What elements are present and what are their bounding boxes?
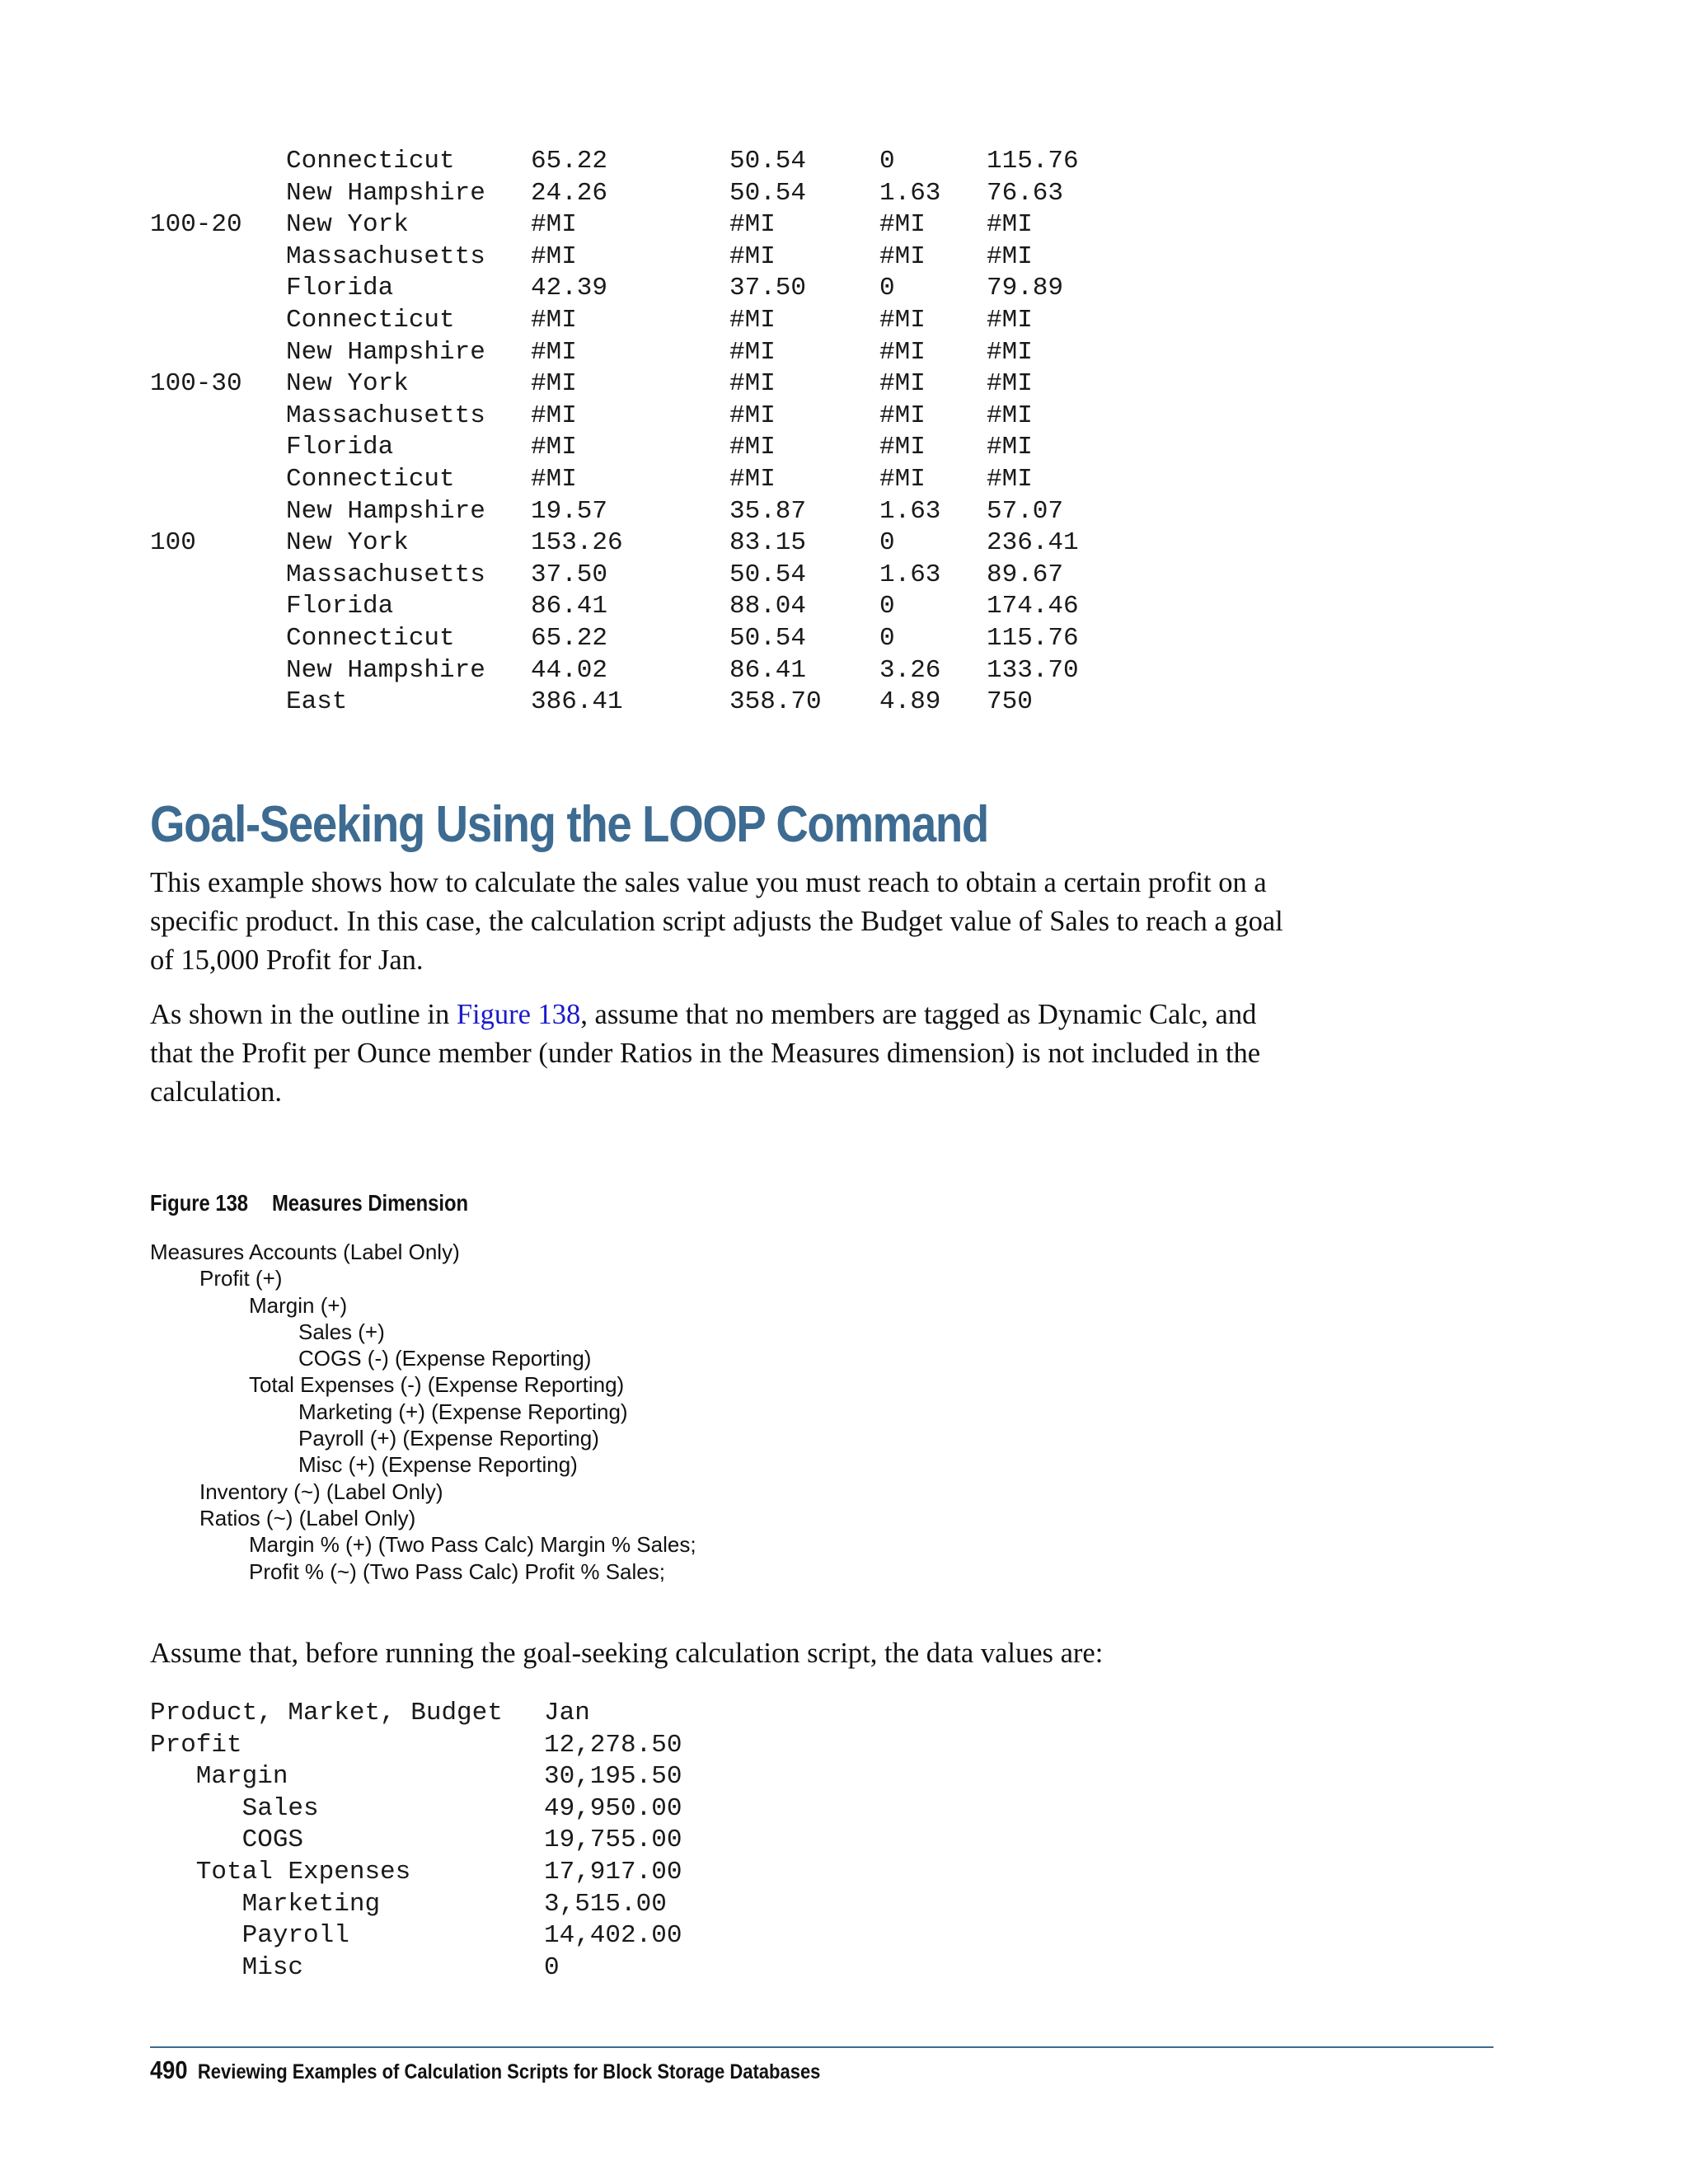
table-cell: 1.63 (879, 560, 941, 589)
table-cell: 3,515.00 (544, 1889, 667, 1919)
table-cell: 65.22 (531, 623, 608, 653)
page-number: 490 (150, 2055, 188, 2084)
table-cell: #MI (987, 401, 1033, 430)
table-cell: #MI (729, 337, 776, 367)
table-cell: 1.63 (879, 178, 941, 208)
outline-member: Inventory (~) (Label Only) (199, 1479, 443, 1504)
table-cell: 37.50 (729, 274, 807, 303)
table-cell: Florida (286, 274, 394, 303)
table-cell: 0 (544, 1952, 560, 1982)
table-cell: 0 (879, 274, 895, 303)
table-cell: #MI (879, 305, 926, 335)
table-cell: 50.54 (729, 147, 807, 176)
table-cell: 19.57 (531, 496, 608, 526)
table-cell: 50.54 (729, 623, 807, 653)
table-cell: New York (286, 369, 409, 399)
table-cell: 750 (987, 687, 1033, 717)
page-footer (150, 2055, 820, 2085)
table-cell: 236.41 (987, 528, 1079, 558)
table-cell: New Hampshire (286, 496, 485, 526)
table-cell: 86.41 (729, 655, 807, 685)
table-cell: Payroll (150, 1921, 349, 1951)
table-cell: 100-30 (150, 369, 242, 399)
table-cell: COGS (150, 1825, 304, 1855)
figure-138-link[interactable]: Figure 138 (456, 999, 581, 1030)
table-cell: #MI (987, 305, 1033, 335)
outline-member: Profit % (~) (Two Pass Calc) Profit % Sales; (249, 1558, 665, 1584)
table-cell: Connecticut (286, 464, 455, 494)
table-cell: 57.07 (987, 496, 1064, 526)
table-cell: Connecticut (286, 623, 455, 653)
table-cell: 100 (150, 528, 196, 558)
table-cell: 65.22 (531, 147, 608, 176)
table-cell: 42.39 (531, 274, 608, 303)
outline-member: Marketing (+) (Expense Reporting) (298, 1399, 628, 1424)
table-cell: 12,278.50 (544, 1730, 682, 1760)
table-cell: #MI (531, 305, 577, 335)
table-cell: New Hampshire (286, 178, 485, 208)
table-cell: 358.70 (729, 687, 822, 717)
table-cell: #MI (531, 401, 577, 430)
table-cell: #MI (729, 369, 776, 399)
table-cell: Profit (150, 1730, 242, 1760)
outline-member: Misc (+) (Expense Reporting) (298, 1452, 578, 1478)
table-cell: #MI (531, 369, 577, 399)
table-cell: Jan (544, 1699, 590, 1727)
paragraph-text: , assume that no members are tagged as Dynamic Calc, and that the Profit per Ounce member (under Ratios in the Measures dimension) is not included in the calculation. (150, 999, 1261, 1108)
paragraph-intro: This example shows how to calculate the sales value you must reach to obtain a certain profit on a specific product. In this case, the calculation script adjusts the Budget value of Sales to reach a goal of 15,000 Profit for Jan. (150, 867, 1283, 976)
table-cell: 50.54 (729, 560, 807, 589)
table-cell: 89.67 (987, 560, 1064, 589)
table-cell: Massachusetts (286, 401, 485, 430)
table-cell: #MI (987, 464, 1033, 494)
table-cell: #MI (531, 464, 577, 494)
table-cell: 79.89 (987, 274, 1064, 303)
table-cell: Florida (286, 592, 394, 621)
table-cell: 83.15 (729, 528, 807, 558)
table-cell: 115.76 (987, 147, 1079, 176)
table-cell: 174.46 (987, 592, 1079, 621)
table-cell: 0 (879, 592, 895, 621)
table-cell: #MI (729, 401, 776, 430)
table-cell: East (286, 687, 348, 717)
figure-title: Measures Dimension (271, 1190, 469, 1216)
table-cell: #MI (879, 337, 926, 367)
table-cell: 0 (879, 623, 895, 653)
table-cell: 0 (879, 528, 895, 558)
paragraph-values-intro: Assume that, before running the goal-seeking calculation script, the data values are: (150, 1638, 1104, 1669)
table-cell: #MI (729, 210, 776, 240)
table-cell: Total Expenses (150, 1857, 411, 1886)
table-cell: 14,402.00 (544, 1921, 682, 1951)
table-cell: #MI (987, 337, 1033, 367)
table-cell: Massachusetts (286, 241, 485, 271)
table-cell: 17,917.00 (544, 1857, 682, 1886)
table-cell: #MI (879, 241, 926, 271)
table-cell: Misc (150, 1952, 304, 1982)
table-cell: #MI (987, 241, 1033, 271)
table-cell: 35.87 (729, 496, 807, 526)
table-cell: 386.41 (531, 687, 623, 717)
outline-member: COGS (-) (Expense Reporting) (298, 1346, 592, 1371)
table-cell: Connecticut (286, 147, 455, 176)
table-cell: 19,755.00 (544, 1825, 682, 1855)
table-cell: 3.26 (879, 655, 941, 685)
table-cell: 133.70 (987, 655, 1079, 685)
table-cell: #MI (729, 305, 776, 335)
section-heading: Goal-Seeking Using the LOOP Command (150, 796, 988, 853)
table-cell: #MI (729, 464, 776, 494)
table-cell: #MI (879, 210, 926, 240)
table-cell: Connecticut (286, 305, 455, 335)
outline-member: Total Expenses (-) (Expense Reporting) (249, 1372, 625, 1398)
footer-title: Reviewing Examples of Calculation Scripts for Block Storage Databases (197, 2060, 821, 2083)
table-cell: #MI (729, 241, 776, 271)
outline-member: Ratios (~) (Label Only) (199, 1505, 416, 1530)
figure-caption (150, 1190, 468, 1216)
outline-member: Margin (+) (249, 1292, 348, 1318)
table-cell: #MI (879, 433, 926, 462)
table-cell: 1.63 (879, 496, 941, 526)
table-cell: 76.63 (987, 178, 1064, 208)
table-cell: #MI (729, 433, 776, 462)
table-cell: New York (286, 210, 409, 240)
outline-member: Payroll (+) (Expense Reporting) (298, 1426, 599, 1451)
table-cell: New Hampshire (286, 337, 485, 367)
table-cell: Florida (286, 433, 394, 462)
measures-dimension-outline (150, 1239, 696, 1585)
table-cell: 37.50 (531, 560, 608, 589)
table-cell: 49,950.00 (544, 1793, 682, 1823)
table-cell: 153.26 (531, 528, 623, 558)
paragraph-outline-note (150, 996, 1304, 1112)
outline-member: Profit (+) (199, 1266, 283, 1291)
table-cell: Marketing (150, 1889, 381, 1919)
table-cell: #MI (987, 369, 1033, 399)
table-cell: #MI (879, 401, 926, 430)
paragraph-text: As shown in the outline in (150, 999, 457, 1030)
outline-member: Margin % (+) (Two Pass Calc) Margin % Sales; (249, 1532, 696, 1558)
table-cell: New Hampshire (286, 655, 485, 685)
table-cell: Massachusetts (286, 560, 485, 589)
table-cell: 24.26 (531, 178, 608, 208)
table-cell: 50.54 (729, 178, 807, 208)
table-cell: Product, Market, Budget (150, 1699, 503, 1727)
table-cell: 30,195.50 (544, 1762, 682, 1792)
table-cell: Margin (150, 1762, 288, 1792)
table-cell: #MI (987, 433, 1033, 462)
table-cell: New York (286, 528, 409, 558)
table-cell: #MI (531, 337, 577, 367)
table-cell: 4.89 (879, 687, 941, 717)
table-cell: #MI (987, 210, 1033, 240)
table-cell: #MI (531, 241, 577, 271)
table-cell: #MI (879, 369, 926, 399)
table-cell: #MI (531, 433, 577, 462)
table-cell: #MI (531, 210, 577, 240)
table-cell: 86.41 (531, 592, 608, 621)
figure-label: Figure 138 (150, 1190, 249, 1216)
table-cell: #MI (879, 464, 926, 494)
table-cell: 44.02 (531, 655, 608, 685)
outline-member: Sales (+) (298, 1319, 385, 1344)
table-cell: 100-20 (150, 210, 242, 240)
table-cell: Sales (150, 1793, 319, 1823)
table-cell: 115.76 (987, 623, 1079, 653)
table-cell: 0 (879, 147, 895, 176)
footer-rule (150, 2046, 1493, 2048)
outline-member: Measures Accounts (Label Only) (150, 1240, 460, 1264)
table-cell: 88.04 (729, 592, 807, 621)
